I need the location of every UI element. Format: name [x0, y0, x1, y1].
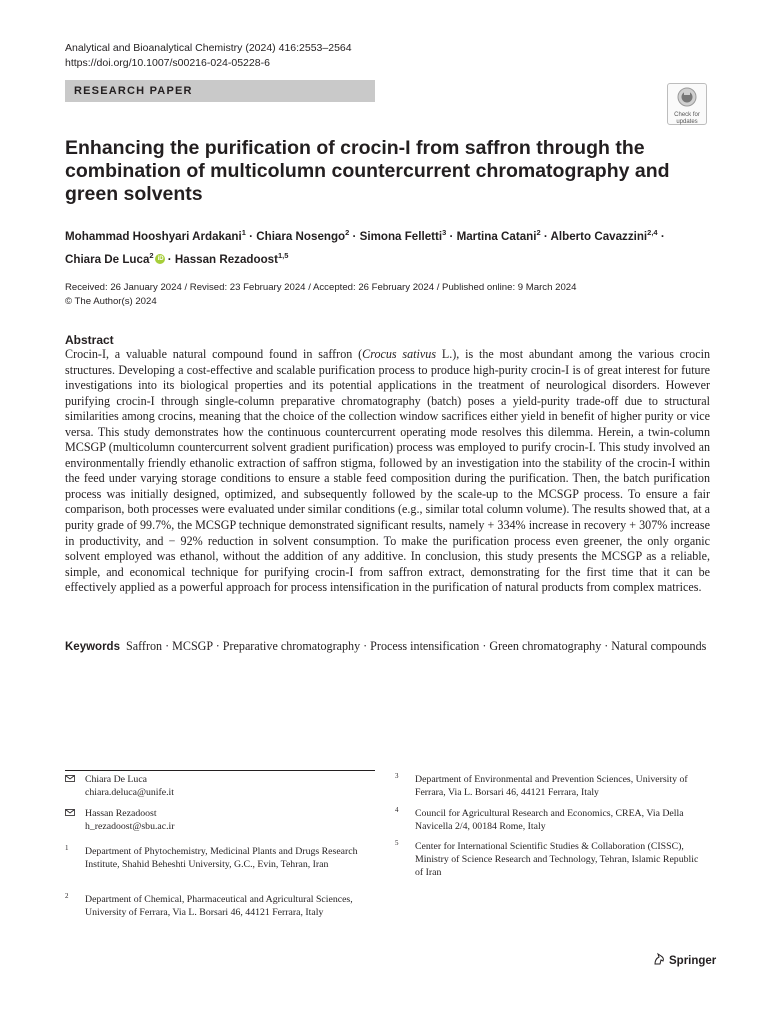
affiliation-2: 2 Department of Chemical, Pharmaceutical and Agricultural Sciences, University of Ferrara, Via L. Borsari 46, 44121 Ferrara, Italy	[65, 892, 353, 918]
author[interactable]: Alberto Cavazzini$^{2,4}$	[550, 228, 658, 243]
check-updates-icon	[677, 87, 697, 107]
affiliation-1: 1 Department of Phytochemistry, Medicinal Plants and Drugs Research Institute, Shahid Beheshti University, G.C., Evin, Tehran, Iran	[65, 844, 358, 870]
badge-line2: updates	[676, 119, 698, 125]
author[interactable]: Chiara Nosengo$^2$	[256, 228, 350, 243]
contact-email[interactable]: chiara.deluca@unife.it	[85, 787, 174, 798]
author-list: Mohammad Hooshyari Ardakani$^1$ · Chiara Nosengo$^2$ · Simona Felletti$^3$ · Martina Catani$^2$ · Alberto Cavazzini$^{2,4}$ · Chiara De Luca$^2$ iD · Hassan Rezadoost$^{1,5}$	[65, 228, 665, 266]
journal-line: Analytical and Bioanalytical Chemistry (2024) 416:2553–2564	[65, 42, 352, 54]
doi-link[interactable]: https://doi.org/10.1007/s00216-024-05228-6	[65, 57, 270, 69]
contact-2	[65, 807, 365, 833]
abstract-body: Crocin-I, a valuable natural compound found in saffron (Crocus sativus L.), is the most abundant among the various crocin structures. Developing a cost-effective and scalable purification process to produce high-purity crocin-I is of great interest for future investigations into its biological properties and its potential applications in the treatment of neurological disorders. However purifying crocin-I through single-column preparative chromatography (batch) poses a yield-purity trade-off due to structural similarities among crocins, meaning that the choice of the collection window sacrifices either yield in benefit of higher purity or vice versa. This study demonstrates how the continuous countercurrent operating mode resolves this dilemma. Herein, a twin-column MCSGP (multicolumn countercurrent solvent gradient purification) process was employed to purify crocin-I. This study involved an environmentally friendly ethanolic extraction of saffron stigma, followed by an investigation into the stability of the crocin-I within the feed under varying storage conditions to ensure a stable feed composition during the purification. Then, the batch purification process was initially designed, optimized, and subsequently followed by the scale-up to the MCSGP process. To ensure a fair comparison, both processes were evaluated under similar conditions (e.g., similar total column volume). The results showed that, at a purity grade of 99.7%, the MCSGP technique demonstrated significant results, namely + 334% increase in recovery + 307% increase in productivity, and − 92% reduction in solvent consumption. To make the purification process even greener, the only organic solvent employed was ethanol, without the addition of any additive. In conclusion, this study presents the MCSGP as a reliable, simple, and economical technique for purifying crocin-I from saffron extract, demonstrating for the first time that it can be effectively applied as a powerful approach for process intensification in the purification of natural products from complex matrices.	[65, 347, 710, 595]
history-line: Received: 26 January 2024 / Revised: 23 February 2024 / Accepted: 26 February 2024 / Published online: 9 March 2024	[65, 282, 577, 293]
article-type-label: RESEARCH PAPER	[74, 85, 193, 97]
publisher-logo	[652, 952, 716, 967]
affiliation-5: 5 Center for International Scientific Studies & Collaboration (CISSC), Ministry of Science Research and Technology, Tehran, Islamic Republic of Iran	[395, 839, 699, 878]
envelope-icon	[65, 775, 75, 782]
contact-1	[65, 773, 365, 799]
keywords-label: Keywords	[65, 641, 120, 653]
journal-citation	[65, 41, 352, 71]
contact-name: Hassan Rezadoost	[85, 808, 157, 819]
publisher-name: Springer	[669, 955, 717, 967]
species-name: Crocus sativus	[362, 347, 437, 361]
footnote-divider	[65, 770, 375, 771]
abstract-heading: Abstract	[65, 333, 114, 347]
author[interactable]: Martina Catani$^2$	[456, 228, 541, 243]
springer-horse-icon	[652, 952, 666, 966]
affiliation-4: 4 Council for Agricultural Research and Economics, CREA, Via Della Navicella 2/4, 00184 Rome, Italy	[395, 806, 684, 832]
affiliation-3: 3 Department of Environmental and Prevention Sciences, University of Ferrara, Via L. Borsari 46, 44121 Ferrara, Italy	[395, 772, 688, 798]
author[interactable]: Chiara De Luca$^2$	[65, 250, 154, 266]
publication-dates	[65, 281, 576, 308]
article-title: Enhancing the purification of crocin-I from saffron through the combination of multicolumn countercurrent chromatography and green solvents	[65, 137, 670, 205]
article-type-banner	[65, 80, 375, 102]
contact-email[interactable]: h_rezadoost@sbu.ac.ir	[85, 821, 175, 832]
contact-name: Chiara De Luca	[85, 774, 148, 785]
author[interactable]: Simona Felletti$^3$	[359, 228, 447, 243]
badge-line1: Check for	[674, 112, 700, 118]
copyright-line: © The Author(s) 2024	[65, 295, 157, 307]
keywords	[65, 639, 710, 656]
orcid-icon[interactable]: iD	[155, 254, 165, 264]
check-for-updates-badge[interactable]	[667, 83, 707, 125]
author[interactable]: Hassan Rezadoost$^{1,5}$	[174, 250, 289, 266]
keywords-text: Saffron · MCSGP · Preparative chromatography · Process intensification · Green chromatography · Natural compounds	[126, 639, 707, 653]
envelope-icon	[65, 809, 75, 816]
author[interactable]: Mohammad Hooshyari Ardakani$^1$	[65, 228, 246, 243]
